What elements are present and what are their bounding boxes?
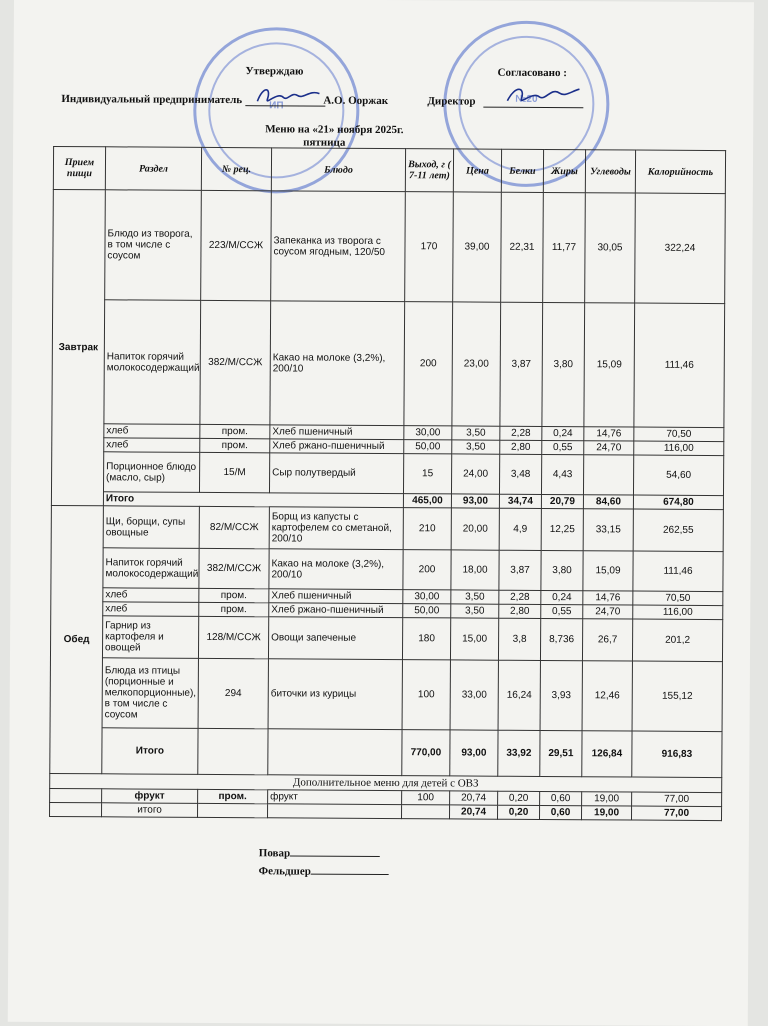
stamp-center-text: ИП — [269, 100, 284, 112]
cell-protein: 3,48 — [499, 454, 541, 494]
cell-dish: Хлеб пшеничный — [269, 589, 403, 604]
cell-carbs: 14,76 — [584, 427, 634, 441]
menu-day: пятница — [303, 136, 346, 149]
cell-price: 15,00 — [450, 618, 498, 660]
cell-protein: 4,9 — [499, 508, 541, 550]
cell-price: 3,50 — [451, 590, 499, 604]
table-row — [53, 189, 726, 303]
director-label: Директор — [427, 95, 476, 108]
total-price: 93,00 — [450, 730, 498, 776]
cell-yield: 100 — [402, 660, 450, 730]
cell-price: 3,50 — [451, 604, 499, 618]
cell-dish: фрукт — [268, 790, 402, 805]
cell-fat: 0,24 — [542, 426, 584, 440]
cell-carbs: 24,70 — [583, 605, 633, 619]
cell-price: 3,50 — [452, 426, 500, 440]
cell-yield: 200 — [404, 302, 453, 426]
cell-kcal: 155,12 — [632, 661, 722, 732]
cell-kcal: 111,46 — [633, 551, 723, 592]
cell-section: Напиток горячий молокосодержащий — [104, 300, 201, 425]
cell-carbs: 14,76 — [583, 591, 633, 605]
cell-dish: Хлеб пшеничный — [270, 425, 404, 440]
cell-fat: 11,77 — [543, 192, 586, 302]
cell-price: 18,00 — [451, 550, 499, 590]
cell-recipe: пром. — [199, 602, 269, 616]
cell-kcal: 54,60 — [633, 455, 723, 496]
cell-carbs — [583, 455, 633, 495]
ovz-empty — [198, 803, 268, 817]
cell-carbs: 30,05 — [585, 193, 636, 303]
cell-dish: Запеканка из творога с соусом ягодным, 120/50 — [271, 191, 406, 302]
cell-yield: 15 — [403, 454, 451, 494]
table-row — [51, 547, 723, 591]
cell-recipe: 294 — [198, 658, 268, 728]
ovz-empty — [268, 804, 402, 819]
lunch-total-row — [50, 727, 722, 777]
col-protein: Белки — [501, 149, 543, 192]
total-fat: 29,51 — [540, 730, 582, 776]
total-price: 20,74 — [449, 805, 497, 819]
cell-carbs: 19,00 — [582, 792, 632, 806]
cell-kcal: 70,50 — [633, 591, 723, 606]
total-protein: 34,74 — [499, 494, 541, 508]
cell-dish: Сыр полутвердый — [269, 453, 403, 494]
cell-dish: Борщ из капусты с картофелем со сметаной, 200/10 — [269, 507, 403, 550]
cell-carbs: 12,46 — [582, 661, 632, 731]
table-row — [52, 299, 725, 427]
ovz-total-row — [50, 802, 722, 820]
cell-fat: 4,43 — [541, 454, 583, 494]
cell-yield: 50,00 — [404, 440, 452, 454]
col-recipe: № рец. — [201, 147, 271, 190]
cell-recipe: пром. — [200, 438, 270, 452]
director-signature — [503, 81, 583, 111]
col-yield: Выход, г ( 7-11 лет) — [405, 149, 453, 192]
cell-carbs: 33,15 — [583, 509, 633, 551]
meal-breakfast: Завтрак — [51, 189, 105, 505]
menu-title: Меню на «21» ноября 2025г. — [265, 123, 404, 137]
cell-fat: 8,736 — [540, 618, 582, 660]
cell-yield: 100 — [402, 791, 450, 805]
total-carbs: 19,00 — [581, 806, 631, 820]
cell-yield: 170 — [405, 192, 454, 302]
cell-kcal: 322,24 — [635, 193, 726, 304]
cell-dish: Хлеб ржано-пшеничный — [270, 439, 404, 454]
cell-carbs: 26,7 — [582, 619, 632, 661]
total-protein: 33,92 — [498, 730, 540, 776]
cell-yield: 30,00 — [403, 590, 451, 604]
cell-kcal: 116,00 — [633, 605, 723, 620]
cell-recipe: 382/М/ССЖ — [199, 548, 269, 588]
cell-section: хлеб — [104, 424, 200, 439]
cell-yield: 210 — [403, 508, 451, 550]
col-price: Цена — [453, 149, 501, 192]
cell-kcal: 77,00 — [632, 792, 722, 807]
col-fat: Жиры — [543, 149, 585, 192]
cell-protein: 2,28 — [499, 590, 541, 604]
cell-price: 3,50 — [452, 440, 500, 454]
cell-section: Блюда из птицы (порционные и мелкопорционные), в том числе с соусом — [102, 658, 198, 729]
cell-protein: 0,20 — [498, 791, 540, 805]
total-fat: 20,79 — [541, 494, 583, 508]
medic-signature — [259, 865, 389, 878]
cell-section: Щи, борщи, супы овощные — [103, 506, 199, 549]
col-dish: Блюдо — [271, 148, 405, 192]
ovz-empty — [50, 788, 102, 802]
total-carbs: 126,84 — [582, 731, 632, 777]
ovz-empty — [401, 805, 449, 819]
col-kcal: Калорийность — [635, 150, 725, 194]
cell-recipe: пром. — [200, 424, 270, 438]
cell-kcal: 70,50 — [634, 427, 724, 442]
cell-yield: 200 — [403, 550, 451, 590]
total-kcal: 77,00 — [631, 806, 721, 821]
cell-fat: 3,80 — [541, 550, 583, 590]
meal-lunch: Обед — [50, 505, 104, 773]
total-kcal: 674,80 — [633, 495, 723, 510]
cell-recipe: пром. — [199, 588, 269, 602]
agreed-label: Согласовано : — [497, 66, 567, 80]
cell-protein: 2,80 — [500, 440, 542, 454]
cook-signature — [259, 847, 380, 860]
cell-yield: 180 — [402, 618, 450, 660]
table-header-row — [53, 146, 725, 193]
cell-yield: 50,00 — [403, 604, 451, 618]
cell-fat: 3,80 — [542, 302, 585, 426]
medic-signature-line — [311, 874, 389, 875]
cell-kcal: 111,46 — [634, 303, 725, 428]
cell-yield: 30,00 — [404, 426, 452, 440]
total-label: Итого — [103, 492, 403, 508]
col-meal: Прием пищи — [53, 146, 105, 189]
total-label: Итого — [102, 728, 198, 775]
menu-sheet — [8, 0, 754, 1026]
cell-protein: 2,28 — [500, 426, 542, 440]
cell-kcal: 262,55 — [633, 509, 723, 552]
approver-name: А.О. Ооржак — [323, 94, 389, 108]
cell-protein: 16,24 — [498, 660, 540, 730]
ovz-heading: Дополнительное меню для детей с ОВЗ — [50, 773, 722, 792]
ovz-total-label: итого — [102, 803, 198, 818]
cell-kcal: 201,2 — [632, 619, 722, 662]
cell-dish: Какао на молоке (3,2%), 200/10 — [270, 301, 405, 426]
cell-protein: 22,31 — [501, 192, 544, 302]
total-fat: 0,60 — [539, 805, 581, 819]
total-yield: 465,00 — [403, 494, 451, 508]
cell-protein: 2,80 — [499, 604, 541, 618]
cell-dish: Овощи запеченые — [268, 617, 402, 660]
cell-section: хлеб — [103, 588, 199, 603]
total-carbs: 84,60 — [583, 495, 633, 509]
cell-section: Блюдо из творога, в том числе с соусом — [105, 190, 202, 301]
cell-price: 20,74 — [450, 791, 498, 805]
stamp-center-text: №20 — [515, 94, 538, 106]
cell-section: Напиток горячий молокосодержащий — [103, 548, 199, 589]
cell-recipe: 382/М/ССЖ — [200, 300, 271, 424]
cell-fat: 12,25 — [541, 508, 583, 550]
cell-section: хлеб — [103, 602, 199, 617]
medic-label: Фельдшер — [258, 865, 311, 878]
total-yield: 770,00 — [402, 730, 450, 776]
cook-label: Повар — [258, 847, 291, 860]
col-carbs: Углеводы — [585, 150, 635, 193]
menu-table — [49, 146, 726, 821]
cell-section: Порционное блюдо (масло, сыр) — [103, 452, 199, 493]
col-section: Раздел — [105, 147, 201, 191]
cell-price: 33,00 — [450, 660, 498, 730]
cell-carbs: 15,09 — [584, 303, 635, 427]
cell-kcal: 116,00 — [634, 441, 724, 456]
cell-dish: биточки из курицы — [268, 659, 402, 730]
table-row — [50, 657, 722, 731]
table-row — [51, 505, 723, 551]
cell-recipe: 128/М/ССЖ — [198, 616, 268, 658]
cell-section: фрукт — [102, 789, 198, 804]
total-kcal: 916,83 — [632, 731, 722, 778]
cell-dish: Какао на молоке (3,2%), 200/10 — [269, 549, 403, 590]
cell-protein: 3,8 — [498, 618, 540, 660]
cell-section: Гарнир из картофеля и овощей — [102, 616, 198, 659]
cell-recipe: пром. — [198, 789, 268, 803]
total-protein: 0,20 — [497, 805, 539, 819]
cell-protein: 3,87 — [499, 550, 541, 590]
cell-price: 20,00 — [451, 508, 499, 550]
approver-signature — [253, 83, 325, 109]
cell-fat: 0,55 — [541, 604, 583, 618]
ovz-empty — [50, 802, 102, 816]
cook-signature-line — [290, 855, 380, 857]
cell-price: 24,00 — [451, 454, 499, 494]
cell-price: 39,00 — [453, 192, 502, 302]
total-price: 93,00 — [451, 494, 499, 508]
cell-recipe: 82/М/ССЖ — [199, 506, 269, 548]
cell-carbs: 15,09 — [583, 551, 633, 591]
cell-price: 23,00 — [452, 302, 501, 426]
total-empty — [268, 729, 402, 776]
cell-fat: 0,55 — [542, 440, 584, 454]
cell-fat: 3,93 — [540, 660, 582, 730]
table-row — [50, 615, 722, 661]
cell-section: хлеб — [104, 438, 200, 453]
total-empty — [198, 728, 268, 774]
cell-fat: 0,24 — [541, 590, 583, 604]
approver-title: Индивидуальный предприниматель — [61, 93, 243, 107]
cell-protein: 3,87 — [500, 302, 543, 426]
cell-recipe: 15/М — [199, 452, 269, 492]
cell-carbs: 24,70 — [584, 441, 634, 455]
cell-dish: Хлеб ржано-пшеничный — [269, 603, 403, 618]
approved-label: Утверждаю — [245, 65, 304, 78]
cell-fat: 0,60 — [540, 791, 582, 805]
cell-recipe: 223/М/ССЖ — [201, 190, 272, 300]
table-row — [51, 451, 723, 495]
